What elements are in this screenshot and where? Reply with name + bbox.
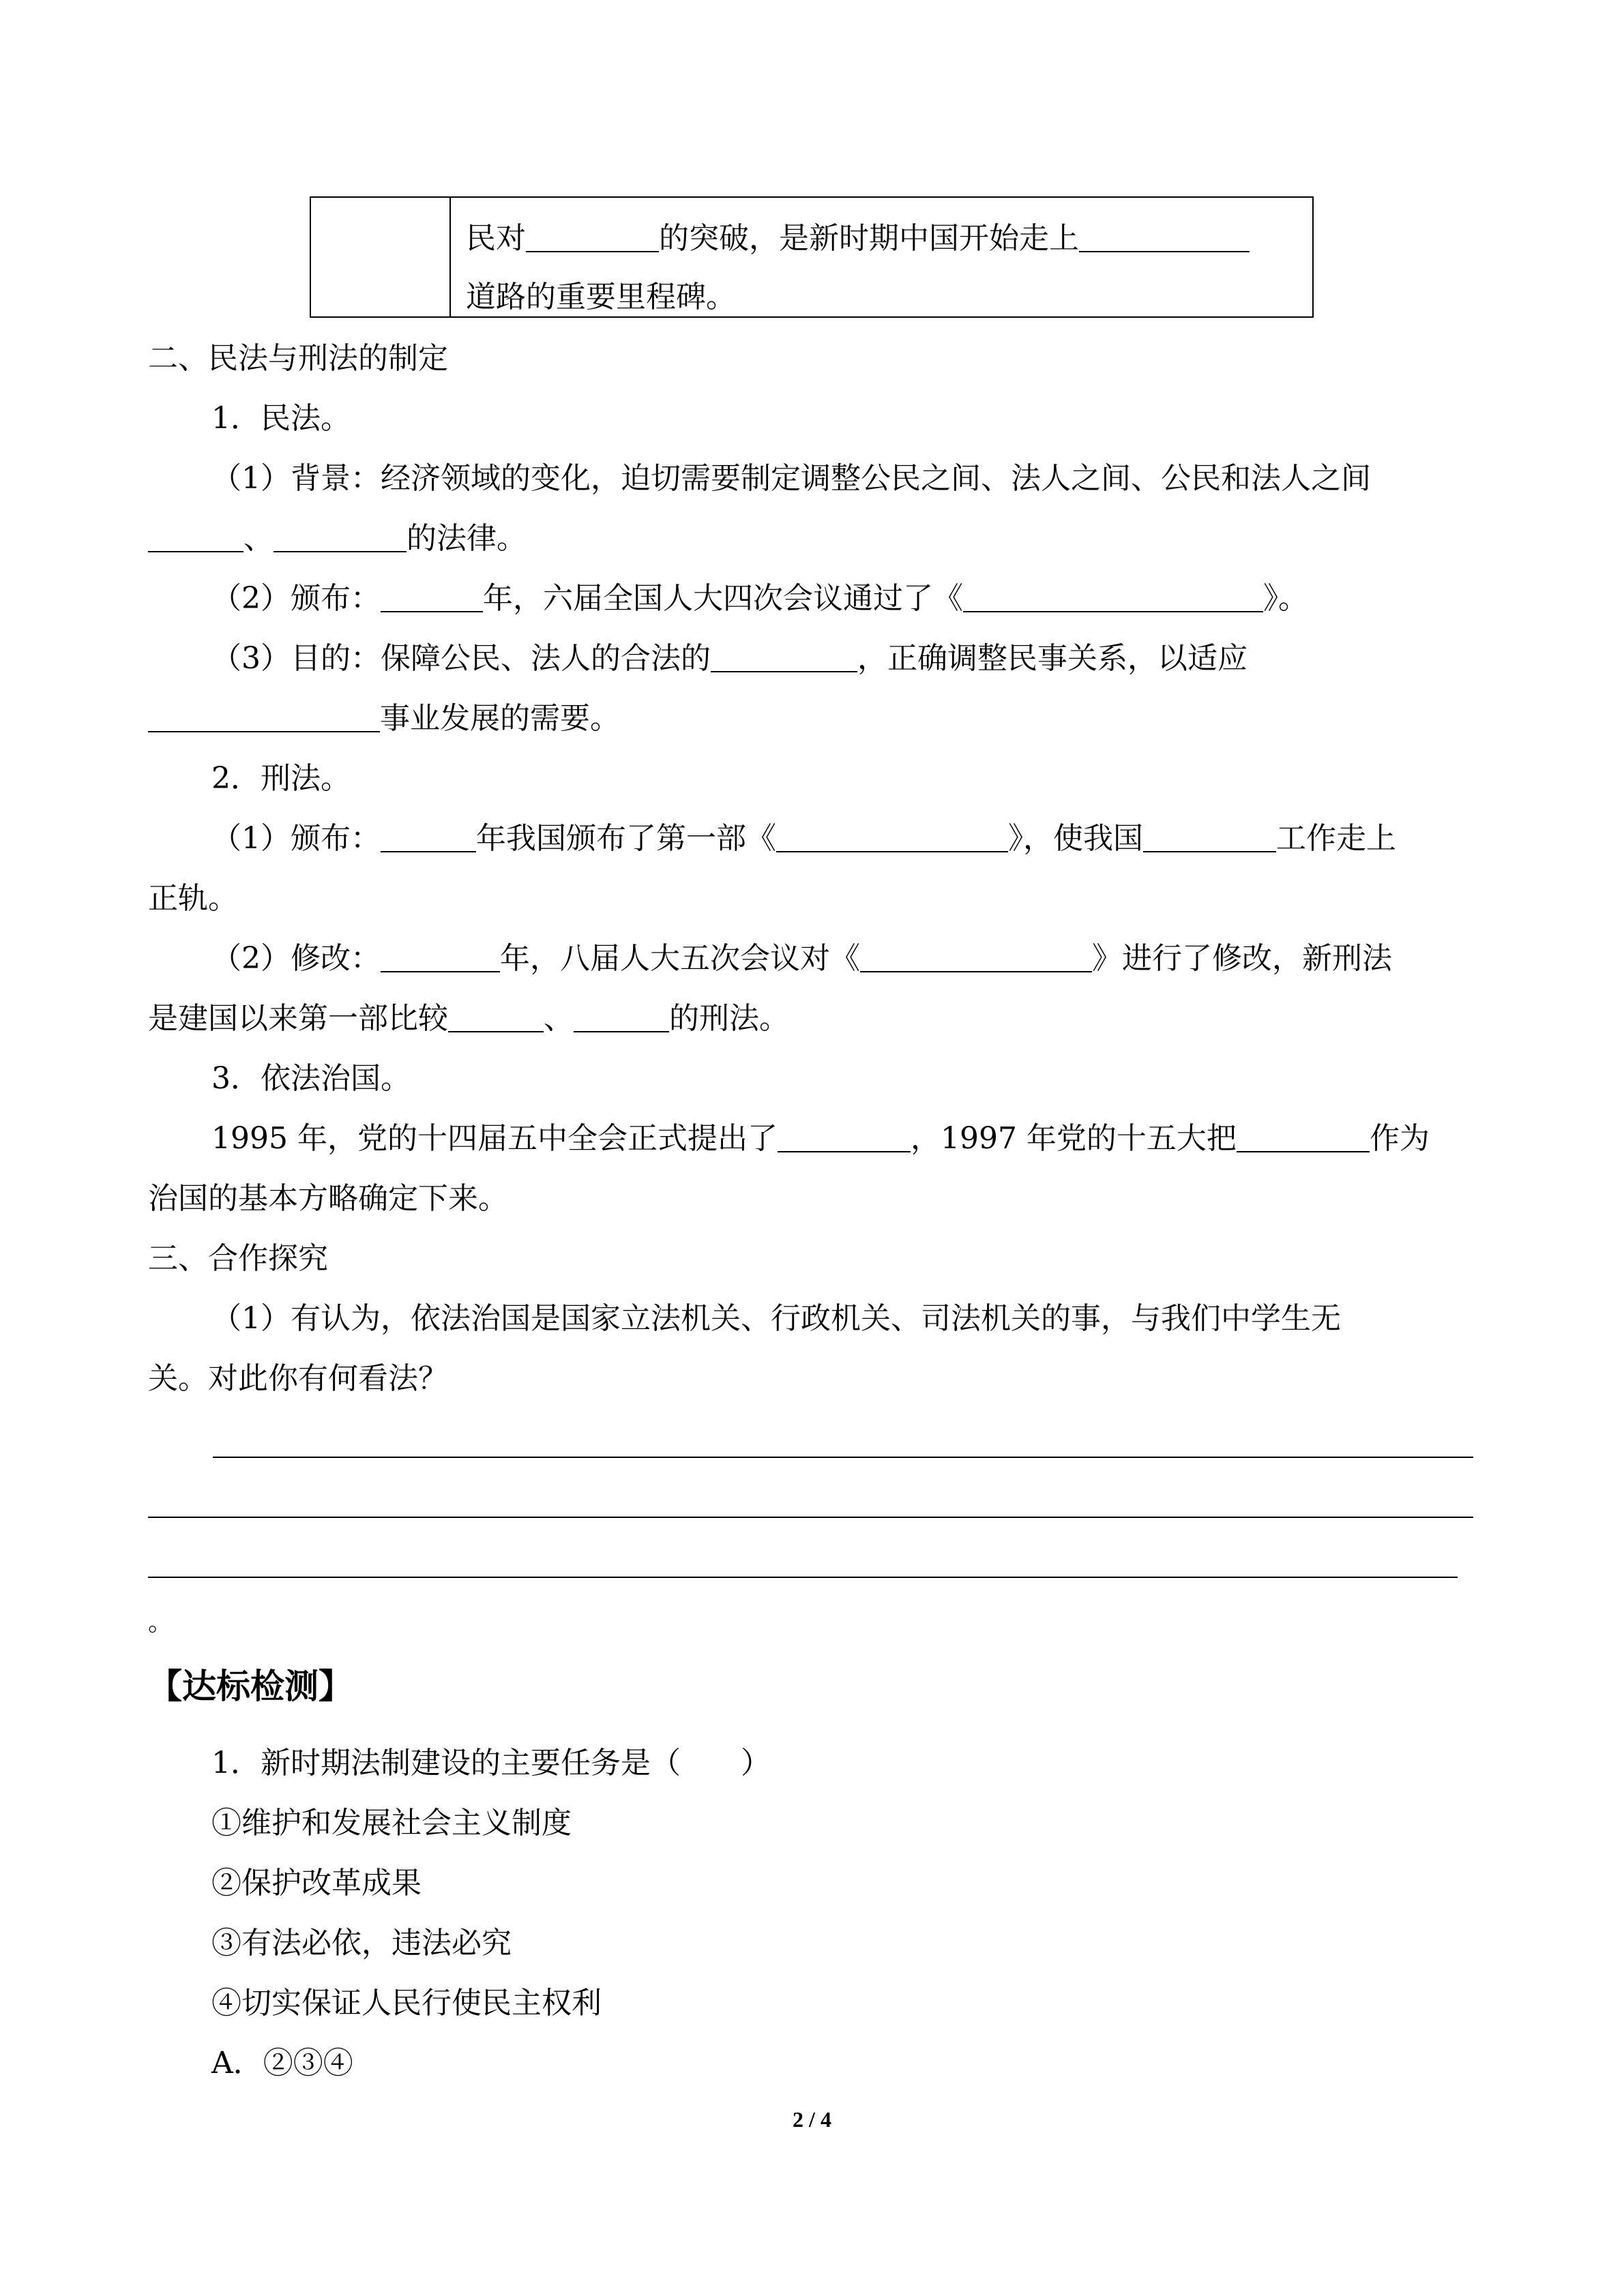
civil-background: （1）背景：经济领域的变化，迫切需要制定调整公民之间、法人之间、公民和法人之间	[211, 461, 1371, 496]
civil-background-cont: 、 的法律。	[148, 518, 527, 559]
answer-line-2[interactable]	[148, 1517, 1473, 1518]
civil-purpose-cont: 事业发展的需要。	[148, 698, 620, 739]
section2-title: 二、民法与刑法的制定	[148, 341, 448, 376]
answer-end-mark: 。	[148, 1609, 173, 1637]
civil-promulgation: （2）颁布： 年，六届全国人大四次会议通过了《 》。	[211, 581, 1308, 616]
rule-of-law-heading: 3．依法治国。	[211, 1061, 411, 1096]
rule-of-law-text: 1995 年，党的十四届五中全会正式提出了 ，1997 年党的十五大把 作为	[211, 1121, 1430, 1156]
rule-of-law-text-cont: 治国的基本方略确定下来。	[148, 1181, 508, 1216]
assessment-item-4: ④切实保证人民行使民主权利	[211, 1986, 602, 2021]
section3-question: （1）有认为，依法治国是国家立法机关、行政机关、司法机关的事，与我们中学生无	[211, 1301, 1341, 1336]
assessment-item-1: ①维护和发展社会主义制度	[211, 1806, 572, 1840]
section3-question-cont: 关。对此你有何看法？	[148, 1361, 448, 1396]
page-number: 2 / 4	[793, 2107, 831, 2132]
criminal-revision: （2）修改： 年，八届人大五次会议对《 》进行了修改，新刑法	[211, 941, 1392, 976]
criminal-revision-cont: 是建国以来第一部比较 、 的刑法。	[148, 1001, 789, 1036]
answer-line-3[interactable]	[148, 1577, 1458, 1578]
table-empty-cell	[311, 198, 451, 316]
assessment-item-2: ②保护改革成果	[211, 1866, 422, 1900]
civil-purpose: （3）目的：保障公民、法人的合法的 ，正确调整民事关系，以适应	[211, 641, 1247, 676]
civil-heading: 1．民法。	[211, 401, 351, 436]
assessment-question-1: 1．新时期法制建设的主要任务是（ ）	[211, 1746, 771, 1780]
assessment-title: 【达标检测】	[148, 1667, 353, 1706]
table-line-1: 民对 的突破，是新时期中国开始走上	[466, 218, 1250, 259]
assessment-item-3: ③有法必依，违法必究	[211, 1926, 512, 1960]
criminal-promulgation: （1）颁布： 年我国颁布了第一部《 》，使我国 工作走上	[211, 821, 1396, 856]
criminal-heading: 2．刑法。	[211, 761, 351, 796]
answer-line-1[interactable]	[213, 1457, 1473, 1458]
section3-title: 三、合作探究	[148, 1241, 328, 1276]
table-line-2: 道路的重要里程碑。	[466, 280, 736, 314]
criminal-promulgation-cont: 正轨。	[148, 881, 238, 916]
assessment-option-a: A．②③④	[211, 2046, 353, 2081]
